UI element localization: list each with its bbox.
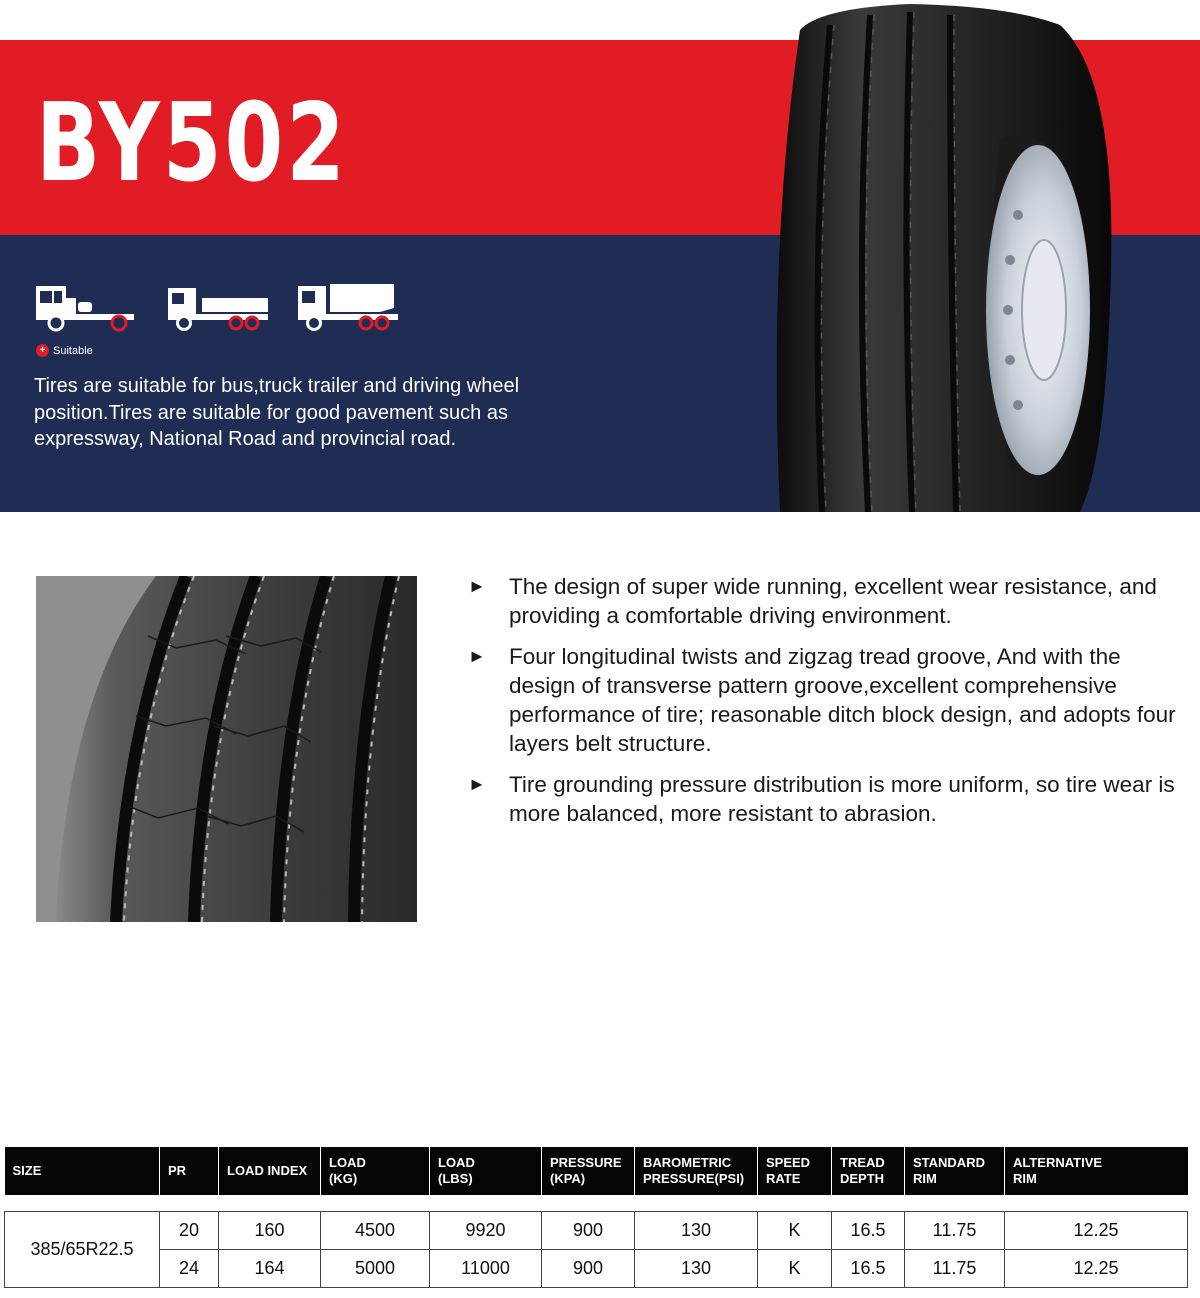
col-header-alternative-rim: ALTERNATIVE RIM — [1005, 1147, 1188, 1195]
table-cell: 5000 — [321, 1249, 430, 1287]
table-cell: 11.75 — [905, 1211, 1005, 1249]
table-cell: 130 — [635, 1211, 758, 1249]
table-header-row — [5, 1147, 1188, 1195]
bullet-arrow-icon: ► — [468, 774, 486, 794]
table-cell: 160 — [219, 1211, 321, 1249]
feature-text: Four longitudinal twists and zigzag tread groove, And with the design of transverse pattern groove,excellent comprehensive performance of tire; reasonable ditch block design, and adopts four layers belt structure. — [509, 644, 1176, 756]
dump-truck-icon — [296, 278, 400, 334]
legend-label: Suitable — [53, 344, 93, 357]
feature-item — [468, 770, 1188, 828]
col-header-load-lbs: LOAD (LBS) — [430, 1147, 542, 1195]
table-cell: 9920 — [430, 1211, 542, 1249]
col-header-load-index: LOAD INDEX — [219, 1147, 321, 1195]
col-header-pr: PR — [160, 1147, 219, 1195]
table-cell: 900 — [542, 1249, 635, 1287]
feature-item — [468, 642, 1188, 758]
suitable-legend — [36, 344, 93, 357]
table-cell: K — [758, 1211, 832, 1249]
table-cell: 900 — [542, 1211, 635, 1249]
col-header-barometric-pressure: BAROMETRIC PRESSURE(PSI) — [635, 1147, 758, 1195]
table-cell: 12.25 — [1005, 1211, 1188, 1249]
table-cell: K — [758, 1249, 832, 1287]
col-header-pressure: PRESSURE (KPA) — [542, 1147, 635, 1195]
feature-text: The design of super wide running, excellent wear resistance, and providing a comfortable driving environment. — [509, 574, 1157, 628]
trailer-truck-icon — [166, 278, 270, 334]
table-cell: 11.75 — [905, 1249, 1005, 1287]
table-cell: 12.25 — [1005, 1249, 1188, 1287]
model-title: BY502 — [36, 81, 349, 206]
table-cell: 16.5 — [832, 1249, 905, 1287]
col-header-size: SIZE — [5, 1147, 160, 1195]
feature-item — [468, 572, 1188, 630]
hero-banner — [0, 0, 1200, 512]
suitable-marker-icon: + — [36, 344, 49, 357]
table-cell: 164 — [219, 1249, 321, 1287]
col-header-speed-rate: SPEED RATE — [758, 1147, 832, 1195]
feature-text: Tire grounding pressure distribution is more uniform, so tire wear is more balanced, more resistant to abrasion. — [509, 772, 1175, 826]
table-cell: 24 — [160, 1249, 219, 1287]
usage-description: Tires are suitable for bus,truck trailer and driving wheel position.Tires are suitable for good pavement such as expressway, National Road and provincial road. — [34, 375, 520, 450]
table-spacer — [5, 1195, 1188, 1211]
col-header-standard-rim: STANDARD RIM — [905, 1147, 1005, 1195]
table-cell: 4500 — [321, 1211, 430, 1249]
table-cell: 130 — [635, 1249, 758, 1287]
table-cell: 11000 — [430, 1249, 542, 1287]
tire-product-image — [760, 0, 1200, 512]
table-cell: 20 — [160, 1211, 219, 1249]
tread-pattern-image — [36, 576, 417, 922]
bullet-arrow-icon: ► — [468, 646, 486, 666]
col-header-load-kg: LOAD (KG) — [321, 1147, 430, 1195]
spec-table — [4, 1147, 1188, 1288]
feature-list — [468, 572, 1188, 840]
col-header-tread-depth: TREAD DEPTH — [832, 1147, 905, 1195]
tractor-truck-icon — [34, 278, 138, 334]
table-row — [5, 1211, 1188, 1249]
table-row — [5, 1249, 1188, 1287]
bullet-arrow-icon: ► — [468, 576, 486, 596]
size-cell: 385/65R22.5 — [5, 1211, 160, 1287]
table-cell: 16.5 — [832, 1211, 905, 1249]
